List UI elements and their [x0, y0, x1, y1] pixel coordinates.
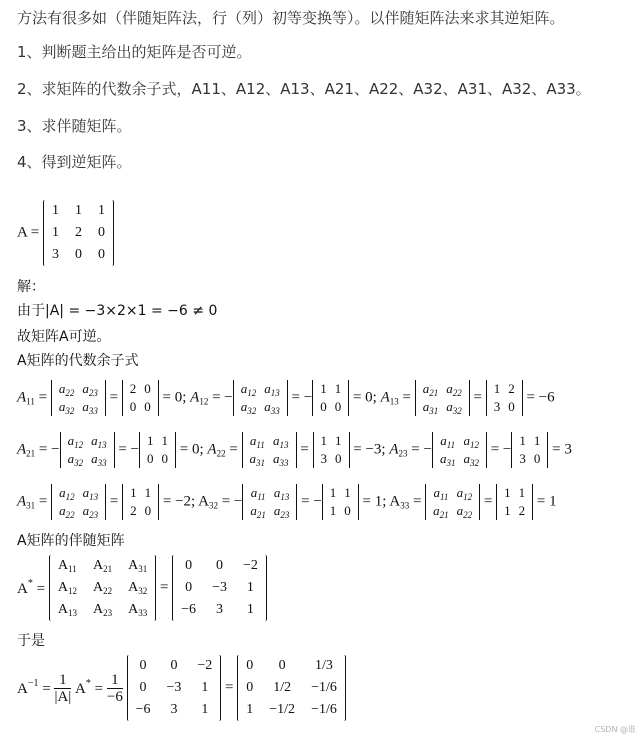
cofactor-row-3: $A_{31}$ = $a_{12}$ $a_{13}$ $a_{22}$ $a_{23}$ = 1 1 2 0 = −2; $A_{32}$ = − $a_{11}$ $a_{13}$ $a_{21}$ $a_{23}$ = − 1 1 1 0 = 1; $A_{33}$ = $a_{11}$ $a_{12}$ $a_{21}$ $a_{22}$ = 1 1 1 2 = 1	[17, 484, 557, 520]
inverse-equation: $A^{-1}$ = $\frac{1}{|A|}$ A* = $\frac{1}{-6}$ 0 0 −2 0 −3 1 −6 3 1 = 0 0 1/3 0 1/2 −1/6 1 −1/2 −1/6	[17, 655, 346, 721]
intro-text: 方法有很多如（伴随矩阵法，行（列）初等变换等）。以伴随矩阵法来求其逆矩阵。	[17, 9, 565, 27]
adjugate-equation: $A^* = A_{11}$ $A_{21}$ $A_{31}$ $A_{12}$ $A_{22}$ $A_{32}$ $A_{13}$ $A_{23}$ $A_{33} = 0$ 0 −2 0 −3 1 −6 3 1	[17, 555, 267, 621]
therefore-label: 于是	[17, 633, 45, 649]
adjugate-symbolic: $A_{11}$ $A_{21}$ $A_{31}$ $A_{12}$ $A_{22}$ $A_{32}$ $A_{13}$ $A_{23}$ $A_{33}$	[49, 555, 156, 621]
solve-label: 解：	[17, 279, 45, 295]
adjugate-heading: A矩阵的伴随矩阵	[17, 533, 125, 549]
adjugate-numeric: 0 0 −2 0 −3 1 −6 3 1	[172, 555, 267, 621]
step-4: 4、得到逆矩阵。	[17, 153, 132, 171]
adjugate-numeric-repeat: 0 0 −2 0 −3 1 −6 3 1	[127, 655, 222, 721]
step-3: 3、求伴随矩阵。	[17, 117, 132, 135]
cofactor-heading: A矩阵的代数余子式	[17, 353, 139, 369]
cofactor-row-2: $A_{21}$ = − $a_{12}$ $a_{13}$ $a_{32}$ $a_{33}$ = − 1 1 0 0 = 0; $A_{22}$ = $a_{11}$ $a_{13}$ $a_{31}$ $a_{33}$ = 1 1 3 0 = −3; $A_{23}$ = − $a_{11}$ $a_{12}$ $a_{31}$ $a_{32}$ = − 1 1 3 0 = 3	[17, 432, 572, 468]
invertible-line: 故矩阵A可逆。	[17, 329, 111, 345]
matrix-a-definition: A = 1 1 1 1 2 0 3 0 0	[17, 200, 114, 266]
step-2: 2、求矩阵的代数余子式，A11、A12、A13、A21、A22、A32、A31、A32、A33。	[17, 80, 591, 98]
cofactor-row-1: $A_{11}$ = $a_{22}$ $a_{23}$ $a_{32}$ $a_{33}$ = 2 0 0 0 = 0; $A_{12}$ = − $a_{12}$ $a_{13}$ $a_{32}$ $a_{33}$ = − 1 1 0 0 = 0; $A_{13}$ = $a_{21}$ $a_{22}$ $a_{31}$ $a_{32}$ = 1 2 3 0 = −6	[17, 380, 555, 416]
determinant-line: 由于|A| = −3×2×1 = −6 ≠ 0	[17, 303, 218, 319]
inverse-matrix: 0 0 1/3 0 1/2 −1/6 1 −1/2 −1/6	[237, 655, 346, 721]
watermark: CSDN @谁	[594, 725, 636, 734]
matrix-a: 1 1 1 1 2 0 3 0 0	[43, 200, 114, 266]
step-1: 1、判断题主给出的矩阵是否可逆。	[17, 43, 252, 61]
